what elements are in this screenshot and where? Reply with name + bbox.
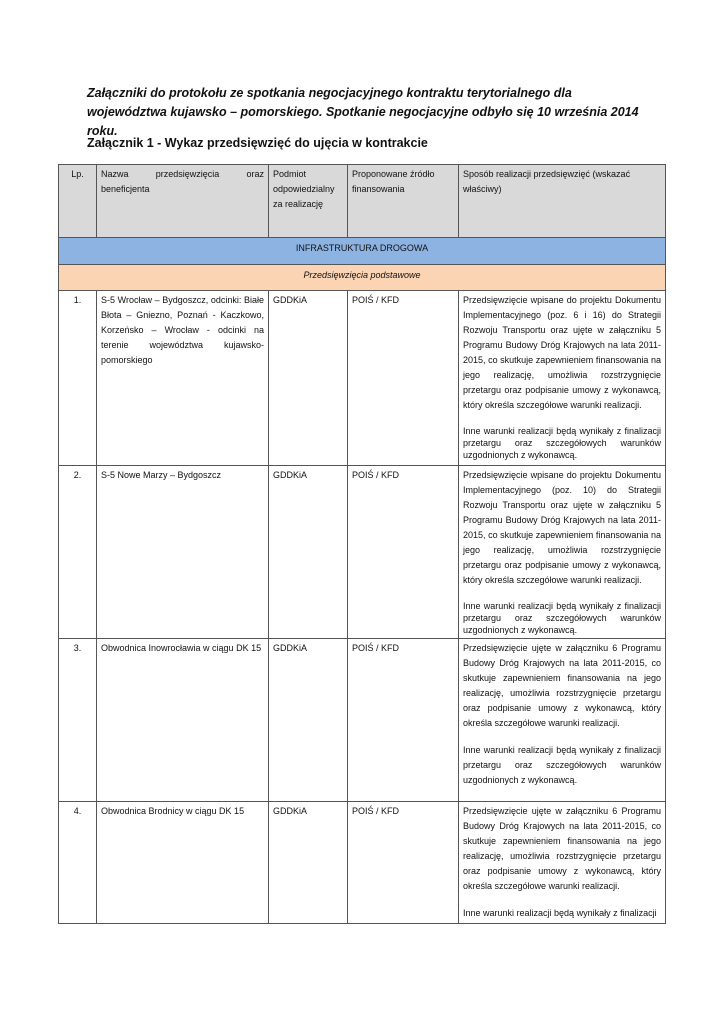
section-title: INFRASTRUKTURA DROGOWA	[59, 238, 666, 265]
row-lp: 2.	[59, 466, 97, 639]
row-source: POIŚ / KFD	[348, 291, 459, 466]
table-header-row	[59, 165, 666, 238]
row-entity: GDDKiA	[269, 802, 348, 924]
row-source: POIŚ / KFD	[348, 639, 459, 802]
header-lp: Lp.	[59, 165, 97, 238]
header-entity: Podmiot odpowiedzialny za realizację	[269, 165, 348, 238]
row-name: Obwodnica Inowrocławia w ciągu DK 15	[97, 639, 269, 802]
row-entity: GDDKiA	[269, 466, 348, 639]
header-source: Proponowane źródło finansowania	[348, 165, 459, 238]
section-row	[59, 238, 666, 265]
table-row	[59, 291, 666, 466]
header-name: Nazwa przedsięwzięcia oraz beneficjenta	[97, 165, 269, 238]
row-entity: GDDKiA	[269, 291, 348, 466]
row-method	[459, 639, 666, 802]
method-text: Przedsięwzięcie wpisane do projektu Dokumentu Implementacyjnego (poz. 6 i 16) do Strategii Rozwoju Transportu oraz ujęte w załączniku 5 Programu Budowy Dróg Krajowych na lata 2011-2015, co skutkuje zapewnieniem finansowania na jego realizację, umożliwia rozstrzygnięcie przetargu oraz podpisanie umowy z wykonawcą, który określa szczegółowe warunki realizacji.	[463, 295, 661, 410]
subsection-title: Przedsięwzięcia podstawowe	[59, 265, 666, 291]
row-name: S-5 Nowe Marzy – Bydgoszcz	[97, 466, 269, 639]
document-heading: Załączniki do protokołu ze spotkania negocjacyjnego kontraktu terytorialnego dla województwa kujawsko – pomorskiego. Spotkanie negocjacyjne odbyło się 10 września 2014 roku.	[87, 86, 639, 138]
method-text: Przedsięwzięcie ujęte w załączniku 6 Programu Budowy Dróg Krajowych na lata 2011-2015, co skutkuje zapewnieniem finansowania na jego realizację, umożliwia rozstrzygnięcie przetargu oraz podpisanie umowy z wykonawcą, który określa szczegółowe warunki realizacji.	[463, 806, 661, 891]
row-method	[459, 466, 666, 639]
row-method	[459, 291, 666, 466]
row-lp: 3.	[59, 639, 97, 802]
conditions-text: Inne warunki realizacji będą wynikały z finalizacji	[463, 908, 657, 918]
row-source: POIŚ / KFD	[348, 466, 459, 639]
attachment-title: Załącznik 1 - Wykaz przedsięwzięć do ujęcia w kontrakcie	[87, 136, 428, 150]
row-lp: 4.	[59, 802, 97, 924]
row-lp: 1.	[59, 291, 97, 466]
table-row	[59, 466, 666, 639]
row-name: S-5 Wrocław – Bydgoszcz, odcinki: Białe Błota – Gniezno, Poznań - Kaczkowo, Korzeńsko – Wrocław - odcinki na terenie województwa kujawsko-pomorskiego	[97, 291, 269, 466]
conditions-text: Inne warunki realizacji będą wynikały z finalizacji przetargu oraz szczegółowych warunków uzgodnionych z wykonawcą.	[463, 745, 661, 785]
projects-table	[58, 164, 666, 924]
row-method	[459, 802, 666, 924]
row-entity: GDDKiA	[269, 639, 348, 802]
conditions-text: Inne warunki realizacji będą wynikały z finalizacji przetargu oraz szczegółowych warunków uzgodnionych z wykonawcą.	[463, 426, 661, 460]
header-method: Sposób realizacji przedsięwzięć (wskazać właściwy)	[459, 165, 666, 238]
conditions-text: Inne warunki realizacji będą wynikały z finalizacji przetargu oraz szczegółowych warunków uzgodnionych z wykonawcą.	[463, 601, 661, 635]
table-row	[59, 802, 666, 924]
method-text: Przedsięwzięcie ujęte w załączniku 6 Programu Budowy Dróg Krajowych na lata 2011-2015, co skutkuje zapewnieniem finansowania na jego realizację, umożliwia rozstrzygnięcie przetargu oraz podpisanie umowy z wykonawcą, który określa szczegółowe warunki realizacji.	[463, 643, 661, 728]
row-source: POIŚ / KFD	[348, 802, 459, 924]
method-text: Przedsięwzięcie wpisane do projektu Dokumentu Implementacyjnego (poz. 10) do Strategii Rozwoju Transportu oraz ujęte w załączniku 5 Programu Budowy Dróg Krajowych na lata 2011-2015, co skutkuje zapewnieniem finansowania na jego realizację, umożliwia rozstrzygnięcie przetargu oraz podpisanie umowy z wykonawcą, który określa szczegółowe warunki realizacji.	[463, 470, 661, 585]
subsection-row	[59, 265, 666, 291]
table-row	[59, 639, 666, 802]
row-name: Obwodnica Brodnicy w ciągu DK 15	[97, 802, 269, 924]
